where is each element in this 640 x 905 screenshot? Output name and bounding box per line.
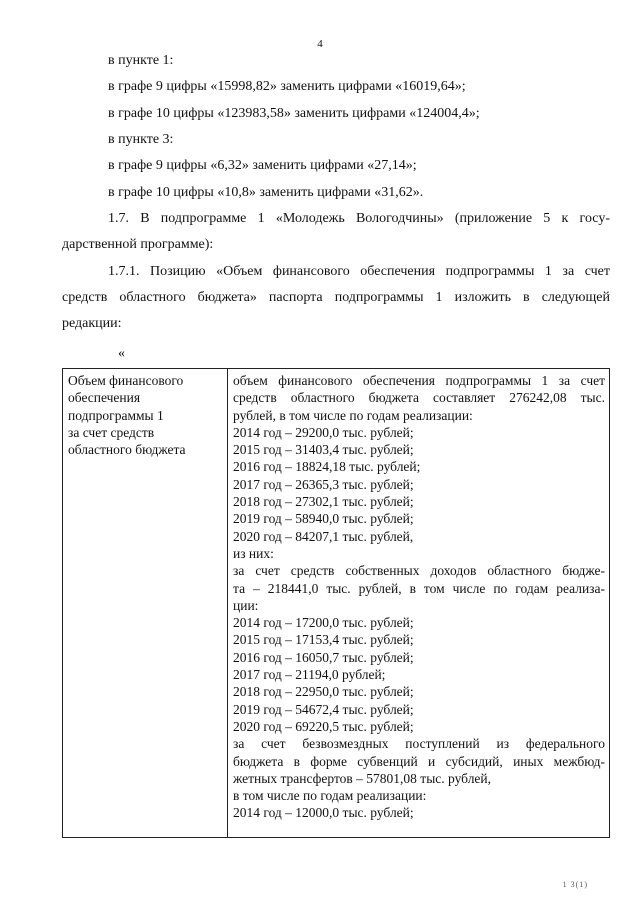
cell-text-line: 2014 год – 12000,0 тыс. рублей;: [233, 805, 414, 821]
cell-text-line: 2015 год – 31403,4 тыс. рублей;: [233, 442, 414, 458]
paragraph-line: в пункте 3:: [108, 132, 174, 147]
cell-text-line: Объем финансового: [68, 373, 184, 388]
cell-text-line: 2019 год – 54672,4 тыс. рублей;: [233, 701, 414, 717]
cell-text-line: подпрограммы 1: [68, 407, 164, 423]
paragraph-line: в графе 10 цифры «10,8» заменить цифрами «31,62».: [108, 185, 424, 200]
cell-text-line: за счет безвозмездных поступлений из федерального: [233, 736, 605, 752]
cell-text-line: за счет средств собственных доходов областного бюдже-: [233, 563, 605, 579]
cell-text-line: 2016 год – 16050,7 тыс. рублей;: [233, 649, 414, 665]
paragraph-line: в графе 9 цифры «15998,82» заменить цифрами «16019,64»;: [108, 79, 466, 94]
paragraph-line: в пункте 1:: [108, 53, 174, 68]
table-row: [63, 369, 610, 838]
open-quote-mark: «: [118, 346, 125, 361]
cell-text-line: из них:: [233, 545, 274, 561]
cell-text-line: 2019 год – 58940,0 тыс. рублей;: [233, 511, 414, 527]
position-name-cell: [63, 369, 228, 838]
cell-text-line: бюджета в форме субвенций и субсидий, иных межбюд-: [233, 753, 605, 769]
paragraph-line: 1.7.1. Позицию «Объем финансового обеспечения подпрограммы 1 за счет: [108, 264, 610, 279]
cell-text-line: жетных трансфертов – 57801,08 тыс. рублей,: [233, 770, 492, 786]
cell-text-line: областного бюджета: [68, 442, 186, 458]
cell-text-line: в том числе по годам реализации:: [233, 788, 427, 804]
cell-text-line: обеспечения: [68, 390, 141, 406]
cell-text-line: за счет средств: [68, 424, 155, 440]
paragraph-line: средств областного бюджета» паспорта подпрограммы 1 изложить в следующей: [62, 290, 610, 305]
cell-text-line: 2014 год – 17200,0 тыс. рублей;: [233, 615, 414, 631]
cell-text-line: та – 218441,0 тыс. рублей, в том числе по годам реализа-: [233, 580, 605, 596]
cell-text-line: 2018 год – 27302,1 тыс. рублей;: [233, 494, 414, 510]
cell-text-line: 2020 год – 84207,1 тыс. рублей,: [233, 528, 414, 544]
cell-text-line: ции:: [233, 597, 259, 613]
passport-table: [62, 368, 610, 838]
cell-text-line: рублей, в том числе по годам реализации:: [233, 407, 473, 423]
paragraph-line: редакции:: [62, 316, 122, 331]
page-number: 4: [317, 38, 323, 50]
paragraph-line: 1.7. В подпрограмме 1 «Молодежь Вологодчины» (приложение 5 к госу-: [108, 211, 610, 226]
cell-text-line: 2017 год – 26365,3 тыс. рублей;: [233, 476, 414, 492]
cell-text-line: средств областного бюджета составляет 276242,08 тыс.: [233, 390, 605, 406]
paragraph-line: в графе 9 цифры «6,32» заменить цифрами «27,14»;: [108, 158, 417, 173]
position-value-cell: [228, 369, 610, 838]
cell-text-line: 2015 год – 17153,4 тыс. рублей;: [233, 632, 414, 648]
cell-text-line: 2016 год – 18824,18 тыс. рублей;: [233, 459, 421, 475]
cell-text-line: 2020 год – 69220,5 тыс. рублей;: [233, 718, 414, 734]
cell-text-line: объем финансового обеспечения подпрограммы 1 за счет: [233, 373, 605, 388]
paragraph-line: в графе 10 цифры «123983,58» заменить цифрами «124004,4»;: [108, 106, 480, 121]
cell-text-line: 2014 год – 29200,0 тыс. рублей;: [233, 424, 414, 440]
paragraph-line: дарственной программе):: [62, 237, 214, 252]
cell-text-line: 2018 год – 22950,0 тыс. рублей;: [233, 684, 414, 700]
cell-text-line: 2017 год – 21194,0 рублей;: [233, 667, 386, 683]
footer-mark: 1 3(1): [562, 880, 588, 889]
